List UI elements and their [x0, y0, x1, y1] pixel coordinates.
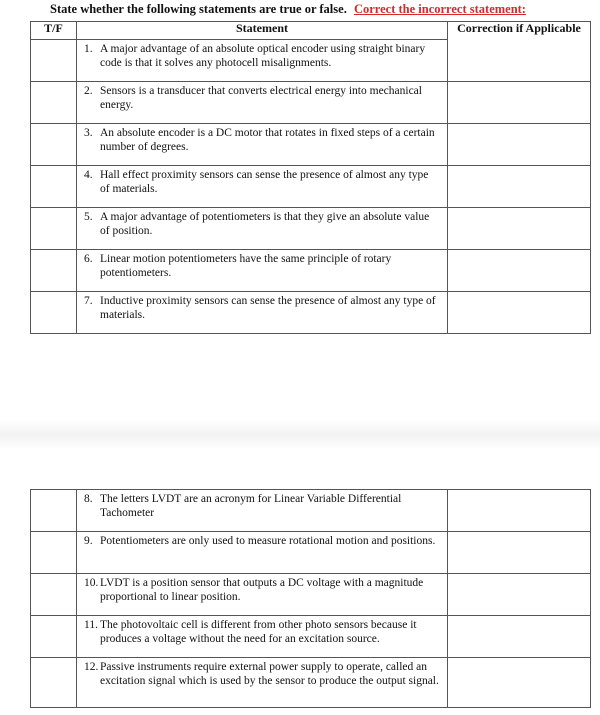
page-gap — [0, 420, 600, 450]
tf-cell[interactable] — [31, 166, 77, 208]
statement-cell: 9. Potentiometers are only used to measure rotational motion and positions. — [77, 532, 448, 574]
statement-cell: 7. Inductive proximity sensors can sense the presence of almost any type of materials. — [77, 292, 448, 334]
statement-cell: 11. The photovoltaic cell is different from other photo sensors because it produces a voltage without the need for an excitation source. — [77, 616, 448, 658]
table-row — [31, 292, 591, 334]
correction-header: Correction if Applicable — [448, 22, 591, 40]
correction-cell[interactable] — [448, 292, 591, 334]
instruction-highlight: Correct the incorrect statement: — [353, 2, 526, 16]
table-row — [31, 616, 591, 658]
correction-cell[interactable] — [448, 82, 591, 124]
correction-cell[interactable] — [448, 40, 591, 82]
table-row — [31, 574, 591, 616]
instruction-text: State whether the following statements are true or false. — [50, 2, 347, 16]
instruction-line — [50, 2, 526, 17]
statement-cell: 5. A major advantage of potentiometers is that they give an absolute value of position. — [77, 208, 448, 250]
correction-cell[interactable] — [448, 658, 591, 708]
statement-cell: 1. A major advantage of an absolute optical encoder using straight binary code is that it solves any photocell misalignments. — [77, 40, 448, 82]
correction-cell[interactable] — [448, 574, 591, 616]
statements-table-part2 — [30, 489, 591, 708]
correction-cell[interactable] — [448, 124, 591, 166]
table-row — [31, 532, 591, 574]
statement-cell: 3. An absolute encoder is a DC motor that rotates in fixed steps of a certain number of degrees. — [77, 124, 448, 166]
table-header-row — [31, 22, 591, 40]
table-row — [31, 250, 591, 292]
tf-cell[interactable] — [31, 292, 77, 334]
correction-cell[interactable] — [448, 250, 591, 292]
table-row — [31, 124, 591, 166]
statement-cell: 10. LVDT is a position sensor that outputs a DC voltage with a magnitude proportional to linear position. — [77, 574, 448, 616]
correction-cell[interactable] — [448, 490, 591, 532]
correction-cell[interactable] — [448, 616, 591, 658]
table-row — [31, 208, 591, 250]
table-row — [31, 82, 591, 124]
statement-cell: 2. Sensors is a transducer that converts electrical energy into mechanical energy. — [77, 82, 448, 124]
tf-cell[interactable] — [31, 82, 77, 124]
table-row — [31, 658, 591, 708]
tf-cell[interactable] — [31, 532, 77, 574]
tf-cell[interactable] — [31, 490, 77, 532]
statement-cell: 4. Hall effect proximity sensors can sense the presence of almost any type of materials. — [77, 166, 448, 208]
table-row — [31, 40, 591, 82]
tf-cell[interactable] — [31, 40, 77, 82]
statements-table-part1 — [30, 21, 591, 334]
tf-cell[interactable] — [31, 250, 77, 292]
table-row — [31, 166, 591, 208]
statement-cell: 8. The letters LVDT are an acronym for Linear Variable Differential Tachometer — [77, 490, 448, 532]
correction-cell[interactable] — [448, 166, 591, 208]
statement-cell: 6. Linear motion potentiometers have the same principle of rotary potentiometers. — [77, 250, 448, 292]
tf-cell[interactable] — [31, 658, 77, 708]
table-row — [31, 490, 591, 532]
tf-cell[interactable] — [31, 574, 77, 616]
statement-header: Statement — [77, 22, 448, 40]
tf-cell[interactable] — [31, 208, 77, 250]
tf-header: T/F — [31, 22, 77, 40]
tf-cell[interactable] — [31, 616, 77, 658]
correction-cell[interactable] — [448, 208, 591, 250]
correction-cell[interactable] — [448, 532, 591, 574]
statement-cell: 12. Passive instruments require external power supply to operate, called an excitation signal which is used by the sensor to produce the output signal. — [77, 658, 448, 708]
tf-cell[interactable] — [31, 124, 77, 166]
